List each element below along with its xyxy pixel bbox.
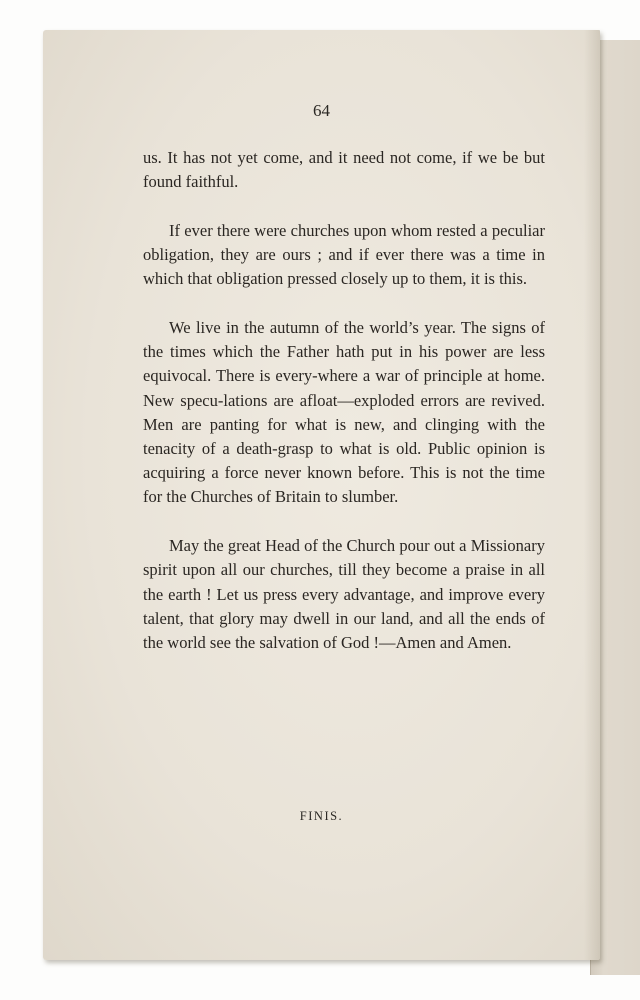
- body-text: [143, 146, 545, 680]
- book-page: [43, 30, 600, 960]
- paragraph-4: May the great Head of the Church pour out a Missionary spirit upon all our churches, till they become a praise in all the earth ! Let us press every advantage, and improve every talent, that glory may dwell in our land, and all the ends of the world see the salvation of God !—Amen and Amen.: [143, 536, 545, 652]
- paragraph-2: If ever there were churches upon whom rested a peculiar obligation, they are ours ; and if ever there was a time in which that obligation pressed closely up to them, it is this.: [143, 220, 545, 289]
- finis-label: FINIS.: [299, 809, 344, 823]
- paragraph-3: We live in the autumn of the world’s year. The signs of the times which the Father hath put in his power are less equivocal. There is every-where a war of principle at home. New specu-lations are afloat—exploded errors are revived. Men are panting for what is new, and clinging with the tenacity of a death-grasp to what is old. Public opinion is acquiring a force never known before. This is not the time for the Churches of Britain to slumber.: [143, 318, 545, 507]
- paragraph-1: us. It has not yet come, and it need not come, if we be but found faithful.: [143, 148, 545, 192]
- page-number: 64: [313, 101, 330, 120]
